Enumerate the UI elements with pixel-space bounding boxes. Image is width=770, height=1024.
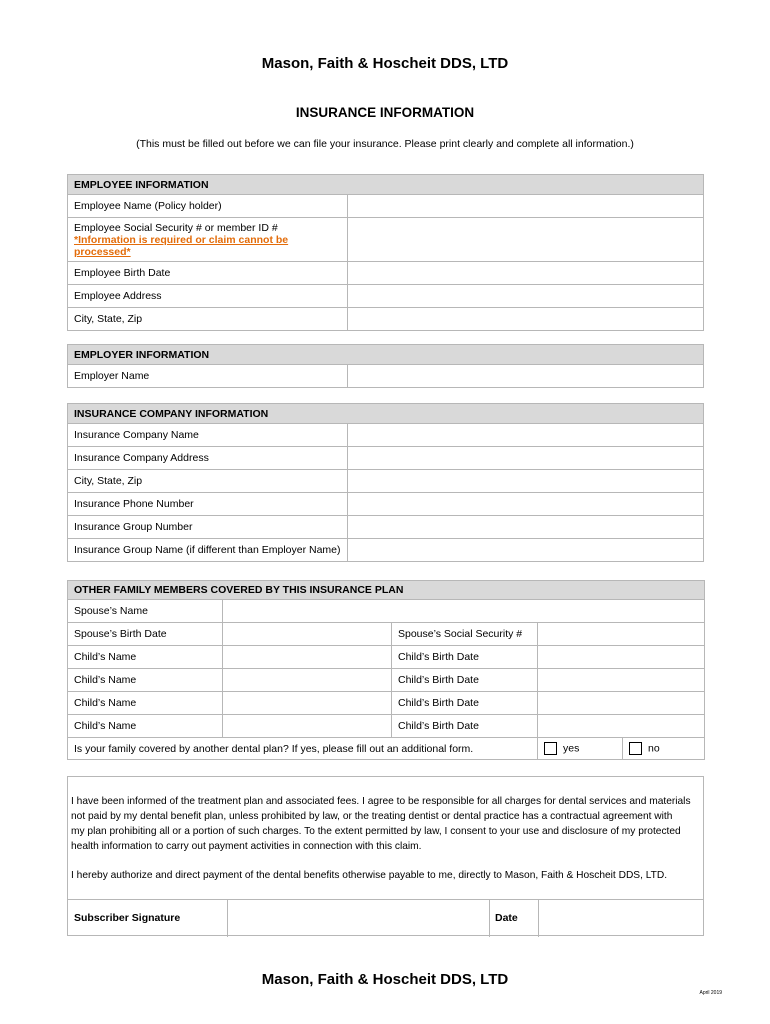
child-birth-field[interactable] [538,646,705,669]
spouse-name-label: Spouse’s Name [68,600,223,623]
spouse-birth-field[interactable] [223,623,392,646]
no-checkbox[interactable] [629,742,642,755]
child-birth-label: Child’s Birth Date [392,669,538,692]
employee-header: EMPLOYEE INFORMATION [68,175,704,195]
employee-ssn-cell [68,218,348,262]
family-header: OTHER FAMILY MEMBERS COVERED BY THIS INSURANCE PLAN [68,581,705,600]
employee-name-field[interactable] [348,195,704,218]
practice-name-header: Mason, Faith & Hoscheit DDS, LTD [261,55,509,72]
instructions-text: (This must be filled out before we can file your insurance. Please print clearly and complete all information.) [136,138,634,150]
insurance-group-name-field[interactable] [348,539,704,562]
family-section [67,580,705,760]
child-name-field[interactable] [223,692,392,715]
consent-line-3: my plan prohibiting all or a portion of such charges. To the extent permitted by law, I consent to your use and disclosure of my protected [71,826,681,837]
employee-city-field[interactable] [348,308,704,331]
insurance-phone-field[interactable] [348,493,704,516]
insurance-city-field[interactable] [348,470,704,493]
insurance-city-label: City, State, Zip [68,470,348,493]
insurance-group-number-label: Insurance Group Number [68,516,348,539]
yes-label: yes [563,742,580,755]
insurance-address-label: Insurance Company Address [68,447,348,470]
footer-date: April 2019 [699,990,722,996]
authorization-box [67,776,704,936]
ssn-required-note: *Information is required or claim cannot be processed* [74,233,289,258]
child-birth-field[interactable] [538,669,705,692]
insurance-section [67,403,704,562]
child-birth-field[interactable] [538,715,705,738]
yes-option[interactable] [538,738,623,760]
employee-address-label: Employee Address [68,285,348,308]
consent-line-4: health information to carry out payment activities in connection with this claim. [71,841,422,852]
child-name-label: Child’s Name [68,692,223,715]
child-name-field[interactable] [223,646,392,669]
insurance-name-label: Insurance Company Name [68,424,348,447]
employee-city-label: City, State, Zip [68,308,348,331]
spouse-name-field[interactable] [223,600,705,623]
authorization-paragraph: I hereby authorize and direct payment of the dental benefits otherwise payable to me, directly to Mason, Faith & Hoscheit DDS, LTD. [71,870,668,881]
insurance-address-field[interactable] [348,447,704,470]
employer-header: EMPLOYER INFORMATION [68,345,704,365]
form-title: INSURANCE INFORMATION [295,105,475,120]
signature-row [68,899,703,937]
spouse-birth-label: Spouse’s Birth Date [68,623,223,646]
insurance-phone-label: Insurance Phone Number [68,493,348,516]
yes-checkbox[interactable] [544,742,557,755]
child-name-label: Child’s Name [68,646,223,669]
employee-section [67,174,704,331]
child-name-field[interactable] [223,669,392,692]
spouse-ssn-label: Spouse’s Social Security # [392,623,538,646]
employee-birth-label: Employee Birth Date [68,262,348,285]
date-label: Date [495,912,518,924]
other-plan-question: Is your family covered by another dental plan? If yes, please fill out an additional form. [68,738,538,760]
employer-section [67,344,704,388]
insurance-header: INSURANCE COMPANY INFORMATION [68,404,704,424]
employee-ssn-label: Employee Social Security # or member ID # [74,221,278,234]
insurance-group-number-field[interactable] [348,516,704,539]
employee-ssn-field[interactable] [348,218,704,262]
consent-line-2: not paid by my dental benefit plan, unless prohibited by law, or the treating dentist or dental practice has a contractual agreement with [71,811,673,822]
consent-line-1: I have been informed of the treatment plan and associated fees. I agree to be responsible for all charges for dental services and materials [71,796,691,807]
employee-address-field[interactable] [348,285,704,308]
spouse-ssn-field[interactable] [538,623,705,646]
child-name-label: Child’s Name [68,715,223,738]
insurance-group-name-label: Insurance Group Name (if different than Employer Name) [68,539,348,562]
signature-label: Subscriber Signature [74,912,181,924]
child-name-label: Child’s Name [68,669,223,692]
date-field[interactable] [538,900,704,937]
child-birth-field[interactable] [538,692,705,715]
child-birth-label: Child’s Birth Date [392,646,538,669]
employer-name-label: Employer Name [68,365,348,388]
employee-birth-field[interactable] [348,262,704,285]
employer-name-field[interactable] [348,365,704,388]
child-name-field[interactable] [223,715,392,738]
child-birth-label: Child’s Birth Date [392,715,538,738]
no-option[interactable] [623,738,705,760]
no-label: no [648,742,660,755]
signature-field[interactable] [227,900,490,937]
practice-name-footer: Mason, Faith & Hoscheit DDS, LTD [261,971,509,988]
child-birth-label: Child’s Birth Date [392,692,538,715]
employee-name-label: Employee Name (Policy holder) [68,195,348,218]
insurance-name-field[interactable] [348,424,704,447]
